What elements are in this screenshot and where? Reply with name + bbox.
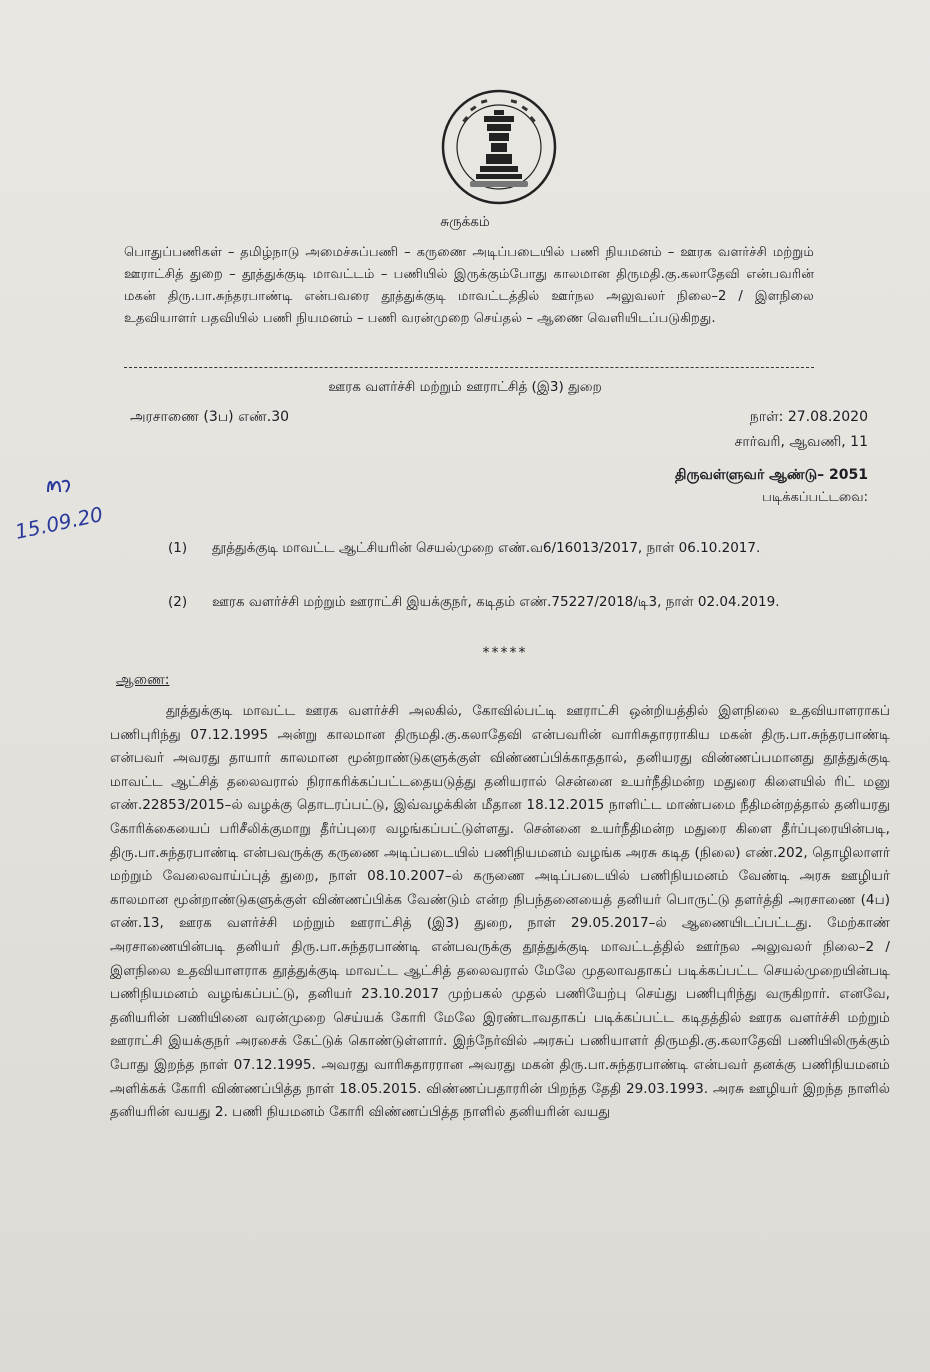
tamil-nadu-emblem <box>440 88 558 206</box>
section-separator: ***** <box>482 645 528 661</box>
go-number: அரசாணை (3ப) எண்.30 <box>130 409 290 425</box>
thiruvalluvar-year: திருவள்ளுவர் ஆண்டு– 2051 <box>675 467 868 483</box>
reference-number: (2) <box>168 594 188 610</box>
dashed-divider <box>124 367 814 368</box>
abstract-label: சுருக்கம் <box>440 214 490 230</box>
order-date: நாள்: 27.08.2020 <box>749 409 868 425</box>
subject-text: பொதுப்பணிகள் – தமிழ்நாடு அமைச்சுப்பணி – கருணை அடிப்படையில் பணி நியமனம் – ஊரக வளர்ச்சி மற்றும் ஊராட்சித் துறை – தூத்துக்குடி மாவட்டம் – பணியில் இருக்கும்போது காலமான திருமதி.கு.கலாதேவி என்பவரின் மகன் திரு.பா.சுந்தரபாண்டி என்பவரை தூத்துக்குடி மாவட்டத்தில் ஊர்நல அலுவலர் நிலை–2 / இளநிலை உதவியாளர் பதவியில் பணி நியமனம் – பணி வரன்முறை செய்தல் – ஆணை வெளியிடப்படுகிறது. <box>124 245 814 326</box>
order-heading: ஆணை: <box>116 672 170 688</box>
read-label: படிக்கப்பட்டவை: <box>762 490 868 505</box>
order-body-text: தூத்துக்குடி மாவட்ட ஊரக வளர்ச்சி அலகில், கோவில்பட்டி ஊராட்சி ஒன்றியத்தில் இளநிலை உதவியாளராகப் பணிபுரிந்து 07.12.1995 அன்று காலமான திருமதி.கு.கலாதேவி என்பவரின் வாரிசுதாரராகிய மகன் திரு.பா.சுந்தரபாண்டி என்பவர் அவரது தாயார் காலமான மூன்றாண்டுகளுக்குள் விண்ணப்பிக்காததால், தனியரது விண்ணப்பமானது தூத்துக்குடி மாவட்ட ஆட்சித் தலைவரால் நிராகரிக்கப்பட்டதையடுத்து தனியரால் சென்னை உயர்நீதிமன்ற மதுரை கிளையில் ரிட் மனு எண்.22853/2015–ல் வழக்கு தொடரப்பட்டு, இவ்வழக்கின் மீதான 18.12.2015 நாளிட்ட மாண்பமை நீதிமன்றத்தால் தனியரது கோரிக்கையைப் பரிசீலிக்குமாறு தீர்ப்புரை வழங்கப்பட்டுள்ளது. சென்னை உயர்நீதிமன்ற மதுரை கிளை தீர்ப்புரையின்படி, திரு.பா.சுந்தரபாண்டி என்பவருக்கு கருணை அடிப்படையில் பணிநியமனம் வழங்க அரசு கடித (நிலை) எண்.202, தொழிலாளர் மற்றும் வேலைவாய்ப்புத் துறை, நாள் 08.10.2007–ல் கருணை அடிப்படையில் பணிநியமனம் வேண்டி அரசு ஊழியர் காலமான மூன்றாண்டுகளுக்குள் விண்ணப்பிக்க வேண்டும் என்ற நிபந்தனையைத் தனியர் பொருட்டு தளர்த்தி அரசாணை (4ப) எண்.13, ஊரக வளர்ச்சி மற்றும் ஊராட்சித் (இ3) துறை, நாள் 29.05.2017–ல் ஆணையிடப்பட்டது. மேற்காண் அரசாணையின்படி தனியர் திரு.பா.சுந்தரபாண்டி என்பவருக்கு தூத்துக்குடி மாவட்டத்தில் ஊர்நல அலுவலர் நிலை–2 / இளநிலை உதவியாளராக தூத்துக்குடி மாவட்ட ஆட்சித் தலைவரால் மேலே முதலாவதாகப் படிக்கப்பட்ட செயல்முறையின்படி பணிநியமனம் வழங்கப்பட்டு, தனியர் 23.10.2017 முற்பகல் முதல் பணியேற்பு செய்து பணிபுரிந்து வருகிறார். எனவே, தனியரின் பணியினை வரன்முறை செய்யக் கோரி மேலே இரண்டாவதாகப் படிக்கப்பட்ட கடிதத்தில் ஊரக வளர்ச்சி மற்றும் ஊராட்சி இயக்குநர் அரசைக் கேட்டுக் கொண்டுள்ளார். இந்நேர்வில் அரசுப் பணியாளர் திருமதி.கு.கலாதேவி பணியிலிருக்கும் போது இறந்த நாள் 07.12.1995. அவரது வாரிசுதாரரான அவரது மகன் திரு.பா.சுந்தரபாண்டி என்பவர் தனக்கு பணிநியமனம் அளிக்கக் கோரி விண்ணப்பித்த நாள் 18.05.2015. விண்ணப்பதாரரின் பிறந்த தேதி 29.03.1993. அரசு ஊழியர் இறந்த நாளில் தனியரின் வயது 2. பணி நியமனம் கோரி விண்ணப்பித்த நாளில் தனியரின் வயது <box>110 703 890 1121</box>
tamil-date: சார்வரி, ஆவணி, 11 <box>734 434 868 450</box>
department-name: ஊரக வளர்ச்சி மற்றும் ஊராட்சித் (இ3) துறை <box>328 379 602 395</box>
reference-text: ஊரக வளர்ச்சி மற்றும் ஊராட்சி இயக்குநர், கடிதம் எண்.75227/2018/டி3, நாள் 02.04.2019. <box>212 594 780 610</box>
reference-text: தூத்துக்குடி மாவட்ட ஆட்சியரின் செயல்முறை எண்.வ6/16013/2017, நாள் 06.10.2017. <box>212 540 761 556</box>
handwritten-date: 15.09.20 <box>12 501 105 540</box>
handwritten-signature <box>8 470 138 540</box>
reference-number: (1) <box>168 540 188 556</box>
